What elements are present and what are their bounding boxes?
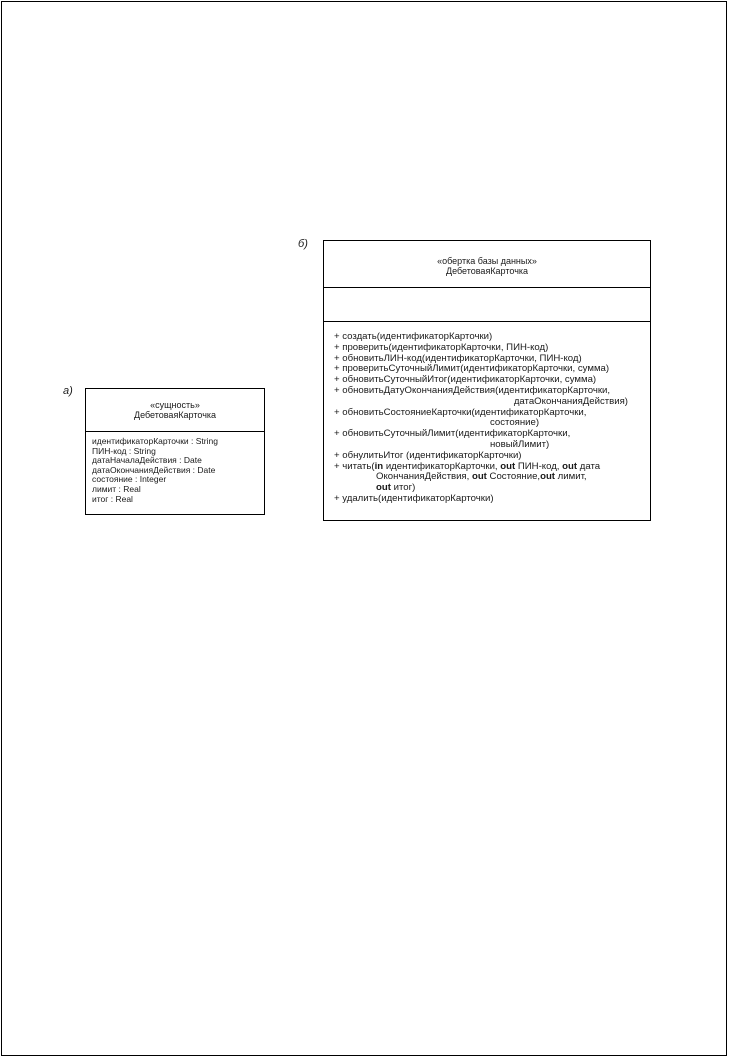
keyword-out: out (471, 471, 487, 483)
operation-item: + удалить(идентификаторКарточки) (334, 492, 494, 504)
operation-item: + обновитьДатуОкончанияДействия(идентификаторКарточки, (334, 384, 611, 396)
wrapper-operations (324, 322, 650, 505)
read-part: ПИН-код, (515, 460, 563, 472)
operation-item: + обнулитьИтог (идентификаторКарточки) (334, 449, 522, 461)
attribute-item: лимит : Real (92, 483, 141, 494)
operation-continuation: состояние) (490, 417, 540, 429)
operation-continuation: датаОкончанияДействия) (513, 395, 628, 407)
panel-a-label: а) (63, 385, 73, 397)
attribute-item: идентификаторКарточки : String (92, 436, 218, 446)
attribute-item: датаОкончанияДействия : Date (92, 464, 216, 475)
operation-item: + проверить(идентификаторКарточки, ПИН-код) (334, 341, 549, 353)
read-part: Состояние, (486, 471, 541, 483)
operation-continuation: новыйЛимит) (490, 438, 550, 450)
read-part: итог) (390, 482, 416, 494)
operation-item: + обновитьСуточныйЛимит(идентификаторКарточки, (334, 428, 571, 440)
wrapper-class-header (324, 241, 650, 288)
operation-item: + создать(идентификаторКарточки) (334, 331, 493, 342)
attribute-item: датаНачалаДействия : Date (92, 455, 202, 466)
keyword-out: out (376, 482, 391, 494)
page-frame (1, 1, 727, 1056)
operation-item: + проверитьСуточныйЛимит(идентификаторКарточки, сумма) (334, 363, 610, 375)
keyword-out: out (562, 460, 578, 472)
entity-class-name: ДебетоваяКарточка (133, 410, 217, 420)
read-part: идентификаторКарточки, (383, 460, 501, 472)
panel-b-label: б) (298, 238, 308, 250)
attribute-item: ПИН-код : String (92, 445, 156, 456)
read-part: дата (577, 460, 601, 472)
read-prefix: + читать( (334, 460, 375, 472)
entity-attributes (86, 432, 264, 504)
operation-item: + обновитьСостояниеКарточки(идентификаторКарточки, (334, 406, 587, 418)
read-part: лимит, (555, 471, 587, 483)
operation-item: + обновитьЛИН-код(идентификаторКарточки, ПИН-код) (334, 352, 582, 364)
operation-item: + обновитьСуточныйИтог(идентификаторКарточки, сумма) (334, 374, 597, 386)
wrapper-stereotype: «обертка базы данных» (437, 256, 537, 266)
entity-class-header (86, 389, 264, 432)
entity-class-box (85, 388, 265, 515)
wrapper-class-name: ДебетоваяКарточка (445, 266, 529, 276)
attribute-item: итог : Real (92, 493, 133, 504)
keyword-out: out (500, 460, 516, 472)
entity-stereotype: «сущность» (150, 400, 200, 410)
attribute-item: состояние : Integer (92, 474, 167, 485)
read-part: ОкончанияДействия, (376, 471, 472, 483)
wrapper-class-box (323, 240, 651, 521)
wrapper-attributes-empty (324, 288, 650, 322)
keyword-out: out (540, 471, 555, 483)
keyword-in: in (374, 460, 384, 472)
